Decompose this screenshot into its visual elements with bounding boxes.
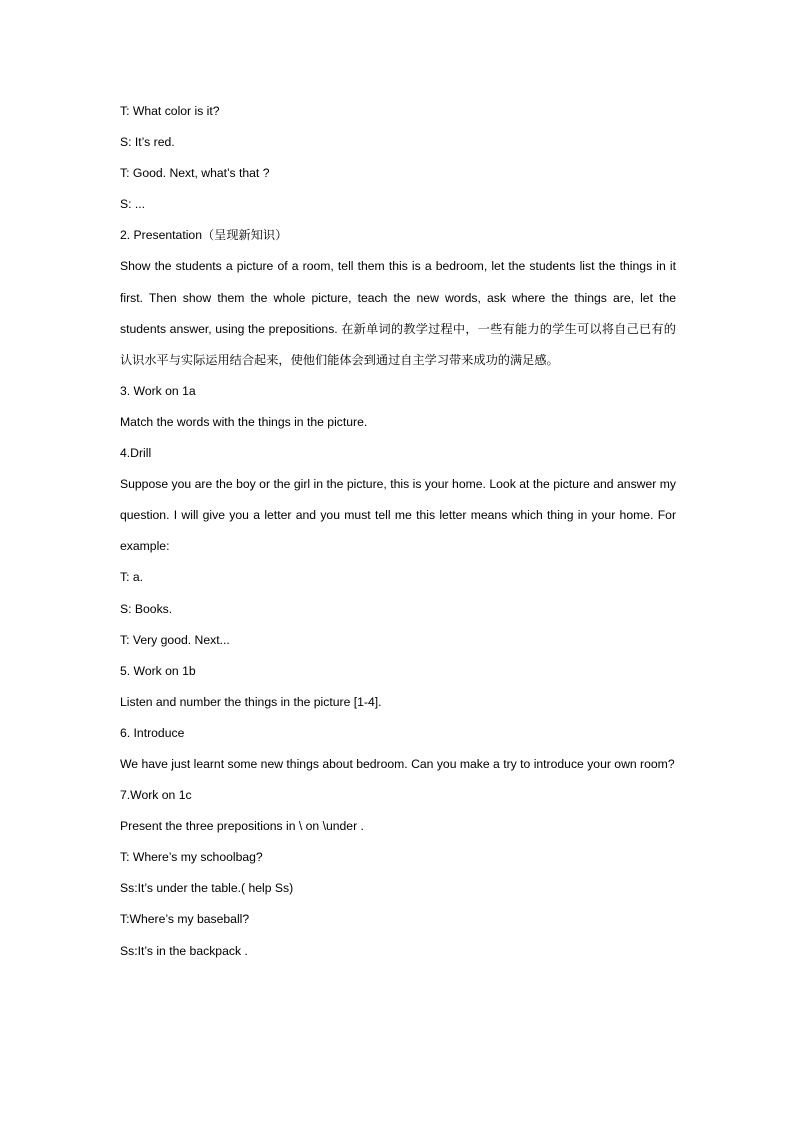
section-heading: 3. Work on 1a bbox=[120, 383, 196, 398]
section-heading: 2. Presentation（呈现新知识） bbox=[120, 228, 288, 243]
paragraph: Suppose you are the boy or the girl in the picture, this is your home. Look at the picture and answer my question. I will give you a letter and you must tell me this letter means which thing in your home. For example: bbox=[120, 477, 676, 554]
dialogue-line: T: Good. Next, what’s that ? bbox=[120, 166, 270, 181]
section-heading: 5. Work on 1b bbox=[120, 663, 196, 678]
section-heading: 6. Introduce bbox=[120, 725, 185, 740]
section-heading: 7.Work on 1c bbox=[120, 788, 192, 803]
dialogue-line: T:Where’s my baseball? bbox=[120, 912, 250, 927]
paragraph: Listen and number the things in the picture [1-4]. bbox=[120, 694, 382, 709]
dialogue-line: Ss:It’s in the backpack . bbox=[120, 943, 248, 958]
dialogue-line: S: Books. bbox=[120, 601, 173, 616]
document-body bbox=[120, 96, 676, 967]
paragraph: Show the students a picture of a room, tell them this is a bedroom, let the students list the things in it first. Then show them the whole picture, teach the new words, ask where the things are, let the students answer, using the prepositions. 在新单词的教学过程中，一些有能力的学生可以将自己已有的认识水平与实际运用结合起来，使他们能体会到通过自主学习带来成功的满足感。 bbox=[120, 259, 676, 367]
dialogue-line: T: Very good. Next... bbox=[120, 632, 230, 647]
dialogue-line: S: It’s red. bbox=[120, 135, 175, 150]
paragraph: Present the three prepositions in \ on \under . bbox=[120, 819, 364, 834]
dialogue-line: T: Where’s my schoolbag? bbox=[120, 850, 263, 865]
dialogue-line: T: a. bbox=[120, 570, 144, 585]
paragraph: Match the words with the things in the picture. bbox=[120, 414, 368, 429]
dialogue-line: T: What color is it? bbox=[120, 104, 220, 118]
paragraph: We have just learnt some new things about bedroom. Can you make a try to introduce your own room? bbox=[120, 756, 675, 771]
dialogue-line: S: ... bbox=[120, 197, 146, 212]
dialogue-line: Ss:It’s under the table.( help Ss) bbox=[120, 881, 294, 896]
section-heading: 4.Drill bbox=[120, 446, 152, 461]
